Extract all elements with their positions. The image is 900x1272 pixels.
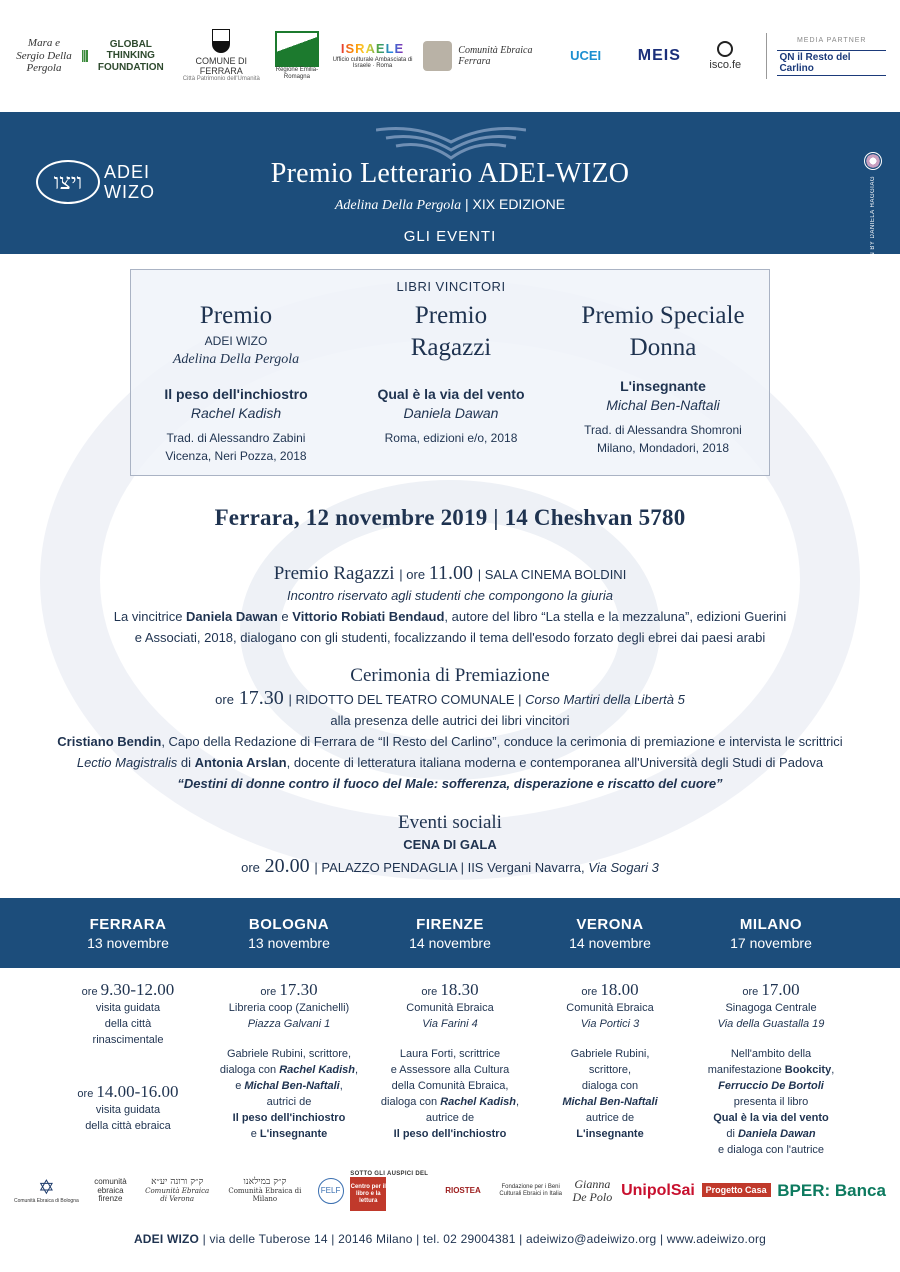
winners-box [130,269,770,476]
event-time: 17.00 [761,980,800,999]
event-ora: ore [241,860,260,875]
book-title: Qual è la via del vento [377,386,525,402]
sponsor-label: Comunità Ebraica di Verona [145,1187,210,1203]
city-name: BOLOGNA [248,916,330,933]
sponsor-divider [766,33,767,79]
event-venue: Comunità Ebraica [566,1002,654,1014]
event-description-line1 [0,731,900,752]
event-text: autrici de [266,1096,312,1108]
ucei-label: UCEI [570,47,602,63]
city-firenze [370,916,530,951]
person-name: Antonia Arslan [194,755,287,770]
page-subtitle: Adelina Della Pergola | XIX EDIZIONE [334,196,566,213]
event-date: Ferrara, 12 novembre 2019 | 14 Cheshvan 5780 [214,505,686,530]
city-date: 14 novembre [569,935,651,951]
event-time: 17.30 [279,980,318,999]
prize-title: Premio [414,302,488,329]
logo-text-adei: ADEI [104,162,151,182]
text-fragment: e [250,1128,260,1140]
event-time: 14.00-16.00 [96,1082,179,1101]
della-pergola-logo: Mara e Sergio Della Pergola [16,37,72,75]
global-thinking-label: GLOBAL THINKING FOUNDATION [97,38,164,73]
text-fragment: , [516,1096,520,1108]
bper-logo: BPER: Banca [777,1180,886,1200]
text-fragment: , autore del libro “La stella e la mezzaluna”, edizioni Guerini [444,609,787,624]
person-name: Rachel Kadish [279,1064,356,1076]
prize-name: Adelina Della Pergola [172,352,300,367]
top-sponsor-strip [0,0,900,112]
verona-events [530,982,690,1142]
auspices-label: SOTTO GLI AUSPICI DEL [350,1170,429,1177]
cities-band [0,898,900,968]
event-sub: CENA DI GALA [403,837,497,852]
person-name: Ferruccio De Bortoli [718,1080,824,1092]
event-description-line2 [0,752,900,773]
design-credit-icon [864,152,882,170]
footer-org: ADEI WIZO [133,1232,200,1246]
event-address: Via della Guastalla 19 [717,1018,825,1030]
book-title: Il peso dell'inchiostro [164,386,308,402]
global-thinking-bars-icon [82,50,88,62]
text-fragment: e [235,1080,245,1092]
isco-label: isco.fe [709,58,742,71]
event-ora: ore [260,986,277,998]
event-description-line1 [0,606,900,627]
milano-events [691,982,851,1158]
book-title: L'insegnante [259,1128,328,1140]
event-text: autrice de [425,1112,475,1124]
event-text: della città [104,1018,152,1030]
comunita-ferrara-logo [423,41,547,71]
gianna-de-polo-logo: Gianna De Polo [572,1176,613,1204]
text-fragment: , [831,1064,835,1076]
ferrara-shield-icon [212,29,230,53]
person-name: Vittorio Robiati Bendaud [292,609,445,624]
israele-label: ISRAELE [340,40,405,56]
event-ora: ore [406,567,426,582]
text-fragment: dialoga con [380,1096,441,1108]
event-venue: Comunità Ebraica [406,1002,494,1014]
person-name: Daniela Dawan [737,1128,816,1140]
global-thinking-logo [82,39,171,74]
event-note: Incontro riservato agli studenti che compongono la giuria [287,588,613,603]
progetto-casa-mark: Progetto Casa [702,1183,771,1197]
comunita-bologna-logo [14,1177,79,1205]
event-place: SALA CINEMA BOLDINI [484,567,627,582]
ferrara-label: COMUNE DI FERRARA [195,55,248,77]
media-partner-label: MEDIA PARTNER [796,36,867,44]
person-name: Michal Ben-Naftali [244,1080,340,1092]
isco-icon [717,41,733,57]
event-title: Eventi sociali [398,812,502,833]
riostea-logo: RIOSTEA [445,1185,481,1195]
design-credit [864,152,882,278]
subtitle-edition: XIX EDIZIONE [472,196,566,212]
event-time: 17.30 [238,687,284,709]
emilia-romagna-logo [272,31,322,81]
event-time: 9.30-12.00 [100,980,175,999]
text-fragment: dialoga con [219,1064,280,1076]
book-title: Qual è la via del vento [713,1112,829,1124]
text-fragment: , docente di letteratura italiana moderna e contemporanea all'Università degli Studi di Padova [286,755,824,770]
unipolsai-logo: UnipolSai [621,1182,695,1200]
book-title: Il peso dell'inchiostro [393,1128,507,1140]
event-text: rinascimentale [92,1034,164,1046]
person-name: Cristiano Bendin [57,734,162,749]
media-partner [777,37,886,76]
prize-title: Premio [199,302,273,329]
meis-logo [625,47,695,65]
event-time: 20.00 [264,855,310,877]
bottom-sponsor-strip [14,1168,886,1214]
text-fragment: , [339,1080,343,1092]
emilia-romagna-icon [275,31,319,67]
event-cerimonia [0,665,900,794]
person-name: Daniela Dawan [186,609,278,624]
header-band [0,112,900,278]
city-bologna [209,916,369,951]
event-time: 18.30 [440,980,479,999]
prize-sub: ADEI WIZO [204,334,268,348]
book-title: Il peso dell'inchiostro [232,1112,346,1124]
progetto-casa-logo [702,1186,771,1196]
city-verona [530,916,690,951]
cepell-mark: Centro per il libro e la lettura [350,1177,386,1211]
footer-contacts [0,1232,900,1246]
event-heading: Premio Ragazzi | ore 11.00 | SALA CINEMA BOLDINI [273,562,627,584]
ucei-logo [555,49,617,64]
text-fragment: , [355,1064,359,1076]
book-title: L'insegnante [620,378,706,394]
event-text: Gabriele Rubini, scrittore, [226,1048,352,1060]
book-publisher: Vicenza, Neri Pozza, 2018 [165,449,307,463]
city-milano [691,916,851,951]
isco-logo [702,41,748,72]
israele-logo [330,42,415,71]
prize-title-line2: Donna [629,334,697,361]
page-title: Premio Letterario ADEI-WIZO [270,158,630,189]
city-name: VERONA [576,916,644,933]
city-name: MILANO [739,916,803,933]
city-date: 13 novembre [248,935,330,951]
city-name: FERRARA [89,916,167,933]
footer-address: | via delle Tuberose 14 | 20146 Milano | tel. 02 29004381 | adeiwizo@adeiwizo.org | www.adeiwizo.org [199,1232,767,1246]
event-ora: ore [81,986,98,998]
book-author: Daniela Dawan [403,405,499,421]
winners-label: LIBRI VINCITORI [396,279,506,294]
event-text: Laura Forti, scrittrice [399,1048,501,1060]
book-translator: Trad. di Alessandra Shomroni [584,423,742,437]
cepell-logo [350,1171,428,1212]
book-title: L'insegnante [576,1128,644,1140]
event-sociali [0,812,900,878]
subtitle-name: Adelina Della Pergola [334,198,462,213]
comunita-ferrara-label: Comunità Ebraica Ferrara [458,44,533,67]
star-of-david-icon: ✡ [38,1177,55,1200]
event-heading: ore 17.30 | RIDOTTO DEL TEATRO COMUNALE | Corso Martiri della Libertà 5 [215,687,685,709]
event-time: 11.00 [428,562,473,584]
event-ora: ore [581,986,598,998]
events-heading: GLI EVENTI [403,228,497,245]
event-text: della città ebraica [85,1120,171,1132]
book-publisher: Milano, Mondadori, 2018 [596,441,730,455]
comune-ferrara-logo [179,29,264,84]
logo-text-wizo: WIZO [104,182,155,202]
lectio-title: “Destini di donne contro il fuoco del Male: sofferenza, disperazione e riscatto del cuore” [177,776,723,791]
city-date: 17 novembre [730,935,812,951]
event-text: e dialoga con l'autrice [717,1144,825,1156]
comunita-firenze-logo: comunità ebraica firenze [94,1176,127,1204]
event-place: RIDOTTO DEL TEATRO COMUNALE [295,692,515,707]
sponsor-label: Comunità Ebraica di Bologna [14,1198,79,1205]
felf-logo: FELF [318,1178,344,1204]
person-name: Rachel Kadish [440,1096,517,1108]
event-ora: ore [77,1088,94,1100]
book-translator: Trad. di Alessandro Zabini [166,431,306,445]
text-fragment: di [726,1128,738,1140]
event-address: Piazza Galvani 1 [247,1018,331,1030]
event-ora: ore [742,986,759,998]
event-description-line2: e Associati, 2018, dialogano con gli studenti, focalizzando il tema dell'esodo forzato degli ebrei dai paesi arabi [134,630,766,645]
event-text: visita guidata [95,1104,161,1116]
ferrara-events [48,982,208,1134]
event-name: Bookcity [784,1064,832,1076]
event-ora: ore [215,692,234,707]
event-title: Premio Ragazzi [273,563,395,584]
text-fragment: La vincitrice [113,609,187,624]
event-venue: Libreria coop (Zanichelli) [228,1002,350,1014]
comunita-seal-icon [423,41,452,71]
event-address: Via Sogari 3 [588,860,659,875]
text-fragment: di [177,755,195,770]
event-venue: Sinagoga Centrale [725,1002,817,1014]
comunita-milano-logo: ק״ק במילאנו Comunità Ebraica di Milano [219,1178,311,1203]
event-address: Via Portici 3 [580,1018,640,1030]
event-heading: ore 20.00 | PALAZZO PENDAGLIA | IIS Vergani Navarra, Via Sogari 3 [241,855,659,877]
event-ora: ore [421,986,438,998]
text-fragment: e [277,609,293,624]
lectio-label: Lectio Magistralis [76,755,178,770]
israele-sub-label: Ufficio culturale Ambasciata di Israele · Roma [332,56,413,70]
event-text: della Comunità Ebraica, [391,1080,509,1092]
winner-col-ragazzi [346,300,556,447]
event-text: visita guidata [95,1002,161,1014]
adei-wizo-emblem-icon: ויצו [36,160,100,204]
event-text: autrice de [585,1112,635,1124]
event-time: 18.00 [600,980,639,999]
event-text: e Assessore alla Cultura [390,1064,510,1076]
person-name: Michal Ben-Naftali [562,1096,658,1108]
city-date: 13 novembre [87,935,169,951]
text-fragment: , Capo della Redazione di Ferrara de “Il Resto del Carlino”, conduce la cerimonia di premiazione e intervista le scrittrici [161,734,843,749]
event-title: Cerimonia di Premiazione [350,665,550,686]
prize-title-line2: Ragazzi [410,334,492,361]
meis-label: MEIS [637,46,681,64]
open-book-icon [376,122,526,162]
event-text: scrittore, [588,1064,632,1076]
event-text: Gabriele Rubini, [570,1048,650,1060]
book-publisher: Roma, edizioni e/o, 2018 [384,431,518,445]
firenze-events [370,982,530,1142]
sponsor-label: Comunità Ebraica di Milano [228,1187,302,1203]
prize-title: Premio Speciale [581,302,745,329]
fondazione-beni-culturali-logo: Fondazione per i Beni Culturali Ebraici in Italia [499,1184,563,1197]
design-credit-label: DESIGN BY DANIELA HAGGIAG [870,176,876,278]
event-presence: alla presenza delle autrici dei libri vincitori [330,713,570,728]
event-text: Nell'ambito della [730,1048,812,1060]
winner-col-adei-wizo [131,300,341,465]
text-fragment: manifestazione [707,1064,785,1076]
resto-del-carlino-logo: QN il Resto del Carlino [777,50,886,76]
event-premio-ragazzi [0,562,900,648]
city-name: FIRENZE [416,916,484,933]
book-author: Michal Ben-Naftali [606,397,720,413]
event-text: presenta il libro [733,1096,809,1108]
ferrara-sub-label: Città Patrimonio dell'Umanità [182,76,260,83]
event-text: dialoga con [581,1080,639,1092]
winner-col-speciale-donna [558,300,768,457]
emilia-label: Regione Emilia-Romagna [275,67,319,80]
bologna-events [209,982,369,1142]
event-address: Corso Martiri della Libertà 5 [525,692,685,707]
city-date: 14 novembre [409,935,491,951]
event-address: Via Farini 4 [422,1018,478,1030]
comunita-verona-logo: ק״ק ורונה יע״א Comunità Ebraica di Verona [142,1178,212,1203]
event-place: PALAZZO PENDAGLIA | IIS Vergani Navarra, [321,860,585,875]
book-author: Rachel Kadish [190,405,282,421]
city-ferrara [48,916,208,951]
